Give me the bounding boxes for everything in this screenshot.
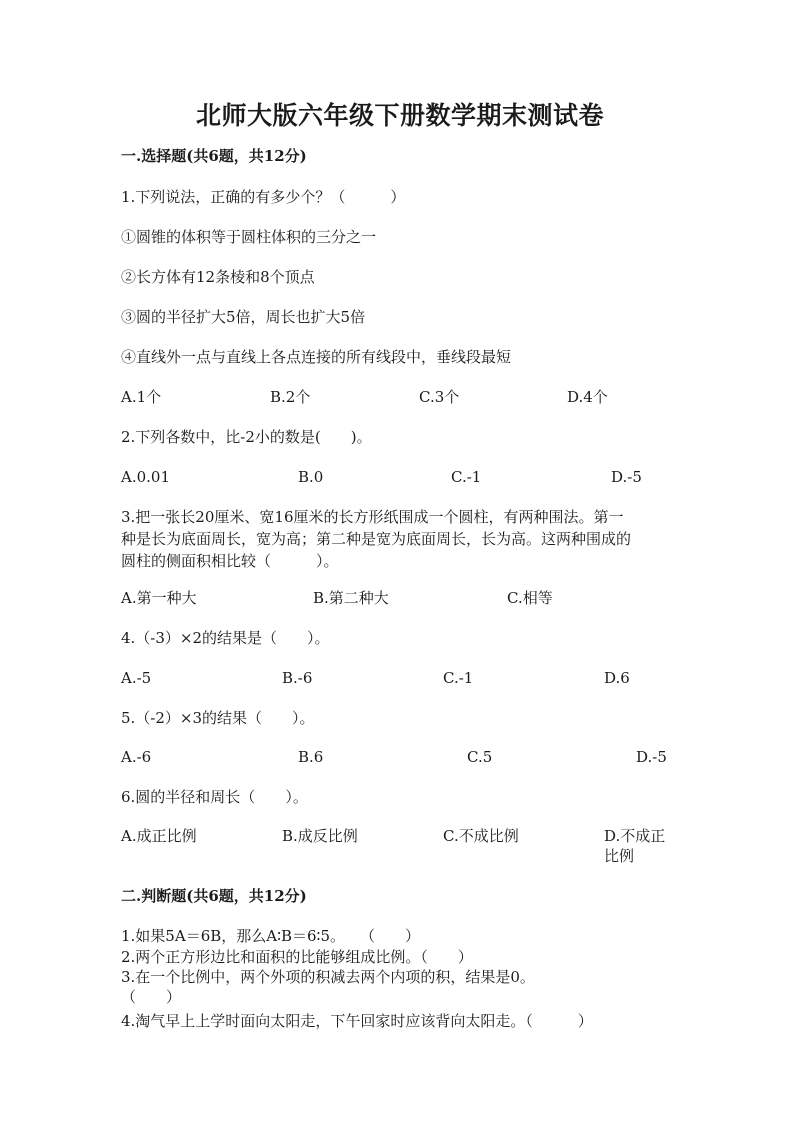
question-2-stem: 2.下列各数中，比-2小的数是( )。 bbox=[121, 428, 372, 446]
question-1-statement: ③圆的半径扩大5倍，周长也扩大5倍 bbox=[121, 308, 366, 326]
option-d: D.4个 bbox=[567, 388, 608, 406]
question-2-options bbox=[121, 467, 681, 507]
question-1-statement: ②长方体有12条棱和8个顶点 bbox=[121, 268, 315, 286]
option-d: D.-5 bbox=[636, 748, 667, 766]
section-heading-judgement: 二.判断题(共6题，共12分) bbox=[121, 887, 307, 905]
option-b: B.6 bbox=[298, 748, 324, 766]
option-c: C.-1 bbox=[451, 468, 482, 486]
option-c: C.不成比例 bbox=[443, 827, 519, 845]
option-c: C.5 bbox=[467, 748, 493, 766]
question-5-options bbox=[121, 747, 681, 787]
option-b: B.2个 bbox=[270, 388, 311, 406]
option-a: A.-5 bbox=[121, 669, 152, 687]
question-3-stem-line: 圆柱的侧面积相比较（ ）。 bbox=[121, 552, 339, 570]
option-d: D.6 bbox=[604, 669, 630, 687]
option-b: B.0 bbox=[298, 468, 324, 486]
question-6-stem: 6.圆的半径和周长（ ）。 bbox=[121, 788, 308, 806]
judgement-item: 4.淘气早上上学时面向太阳走，下午回家时应该背向太阳走。（ ） bbox=[121, 1012, 593, 1030]
option-a: A.成正比例 bbox=[121, 827, 197, 845]
judgement-item-continuation: （ ） bbox=[121, 988, 182, 1006]
question-4-options bbox=[121, 668, 681, 708]
question-4-stem: 4.（-3）×2的结果是（ ）。 bbox=[121, 629, 330, 647]
exam-title: 北师大版六年级下册数学期末测试卷 bbox=[195, 101, 604, 130]
question-5-stem: 5.（-2）×3的结果（ ）。 bbox=[121, 709, 315, 727]
judgement-item: 3.在一个比例中，两个外项的积减去两个内项的积，结果是0。 bbox=[121, 968, 535, 986]
option-d: D.-5 bbox=[611, 468, 642, 486]
question-1-statement: ①圆锥的体积等于圆柱体积的三分之一 bbox=[121, 228, 377, 246]
option-b: B.成反比例 bbox=[282, 827, 358, 845]
question-3-stem-line: 3.把一张长20厘米、宽16厘米的长方形纸围成一个圆柱，有两种围法。第一 bbox=[121, 508, 624, 526]
judgement-item: 2.两个正方形边比和面积的比能够组成比例。（ ） bbox=[121, 948, 473, 966]
question-1-options bbox=[121, 387, 681, 427]
option-c: C.3个 bbox=[419, 388, 460, 406]
option-a: A.第一种大 bbox=[121, 589, 197, 607]
question-3-stem-line: 种是长为底面周长，宽为高；第二种是宽为底面周长，长为高。这两种围成的 bbox=[121, 530, 632, 548]
option-b: B.-6 bbox=[282, 669, 313, 687]
option-b: B.第二种大 bbox=[313, 589, 389, 607]
option-d: D.不成正比例 bbox=[604, 827, 666, 865]
option-a: A.0.01 bbox=[121, 468, 170, 486]
option-c: C.-1 bbox=[443, 669, 474, 687]
question-1-statement: ④直线外一点与直线上各点连接的所有线段中，垂线段最短 bbox=[121, 348, 512, 366]
option-c: C.相等 bbox=[507, 589, 553, 607]
section-heading-choice: 一.选择题(共6题，共12分) bbox=[121, 147, 307, 165]
judgement-item: 1.如果5A＝6B，那么A∶B＝6∶5。 （ ） bbox=[121, 927, 421, 945]
option-a: A.1个 bbox=[121, 388, 162, 406]
question-1-stem: 1.下列说法，正确的有多少个？（ ） bbox=[121, 188, 406, 206]
question-6-options bbox=[121, 826, 681, 866]
option-a: A.-6 bbox=[121, 748, 152, 766]
question-3-options bbox=[121, 588, 681, 628]
